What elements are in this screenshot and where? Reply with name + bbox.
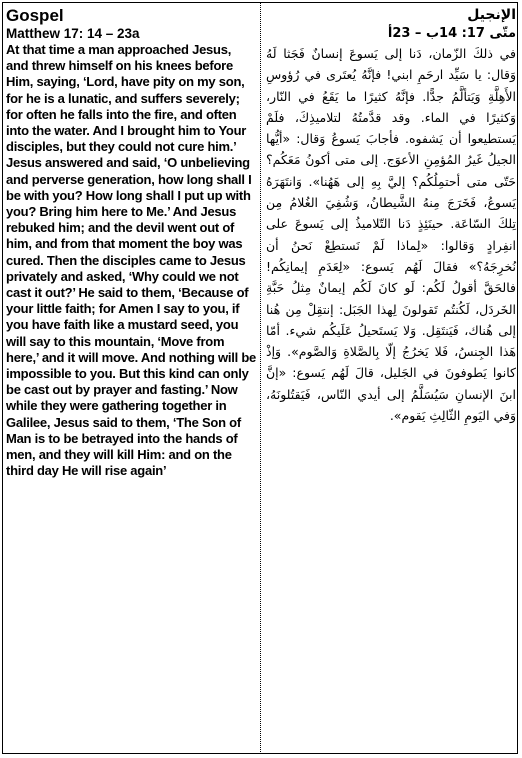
english-heading: Gospel	[6, 6, 64, 25]
arabic-column	[266, 6, 516, 426]
english-text: At that time a man approached Jesus, and threw himself on his knees before Him, saying, ‘Lord, have pity on my son, for he is a lunatic, and suffers severely; for often he falls into the fire, and often into the water. And I brought him to Your disciples, but they could not cure him.’ Jesus answered and said, ‘O unbelieving and perverse generation, how long shall I be with you? How long shall I put up with you? Bring him here to Me.’ And Jesus rebuked him; and the devil went out of him, and from that moment the boy was cured. Then the disciples came to Jesus privately and asked, ‘Why could we not cast it out?’ He said to them, ‘Because of your little faith; for Amen I say to you, if you have faith like a mustard seed, you will say to this mountain, ‘Move from here,’ and it will move. And nothing will be impossible to you. But this kind can only be cast out by prayer and fasting.’ Now while they were gathering together in Galilee, Jesus said to them, ‘The Son of Man is to be betrayed into the hands of men, and they will kill Him: and on the third day He will rise again’	[6, 42, 256, 479]
arabic-reference: متّى 17: 14ب – 23أ	[387, 26, 516, 41]
english-column	[6, 6, 256, 479]
arabic-heading: الإنجيل	[467, 7, 516, 23]
column-divider	[260, 2, 261, 754]
english-reference: Matthew 17: 14 – 23a	[6, 26, 140, 41]
arabic-text: في ذلكَ الزّمان، دَنا إلى يَسوعَ إنسانٌ فَجَثا لَهُ وَقال: يا سَيِّد ارحَمِ ابني! فإنَّهُ يُعتَرى في رُؤوسِ الأَهِلَّةِ وَيَتألَّمُ جدًّا. فإنَّهُ كثيرًا ما يَقَعُ في النّار، وَكثيرًا في الماء. وقد قدَّمتُهُ لتلاميذِكَ، فلَمْ يَستطيعوا أن يَشفوه. فأجابَ يَسوعُ وَقال: «أيُّها الجيلُ غَيرُ المُؤمِنِ الأعوَج. إلى متى أكونُ مَعَكُم؟ حَتّى متى أحتمِلُكُم؟ إليَّ بِهِ إلى هَهُنا». وَانتَهَرَهُ يَسوعُ، فَخَرَجَ مِنهُ الشَّيطانُ، وَشُفِيَ الغُلامُ مِن تِلكَ السّاعَة. حينَئِذٍ دَنا التّلاميذُ إلى يَسوعَ على انفِرادٍ وَقالوا: «لِماذا لَمْ نَستطِعْ نَحنُ أن نُخرِجَهُ؟» فقالَ لَهُم يَسوع: «لِعَدَمِ إيمانِكُم! فالحَقَّ أقولُ لَكُم: لَو كانَ لَكُم إيمانٌ مِثلُ حَبَّةِ الخَردَل، لَكُنتُم تَقولونَ لِهذا الجَبَل: إنتقِلْ مِن هُنا إلى هُناك، فَيَنتَقِل. وَلا يَستَحيلُ عَلَيكُم شيء. أمّا هَذا الجِنسُ، فَلا يَخرُجُ إلّا بِالصَّلاةِ وَالصَّوم». وَإذْ كانوا يَطوفونَ في الجَليل، قالَ لَهُم يَسوع: «إنَّ ابنَ الإنسانِ سَيُسَلَّمُ إلى أيدي النّاس، فَيَقتُلونَهُ، وَفي اليَومِ الثّالِثِ يَقوم».	[266, 46, 516, 424]
